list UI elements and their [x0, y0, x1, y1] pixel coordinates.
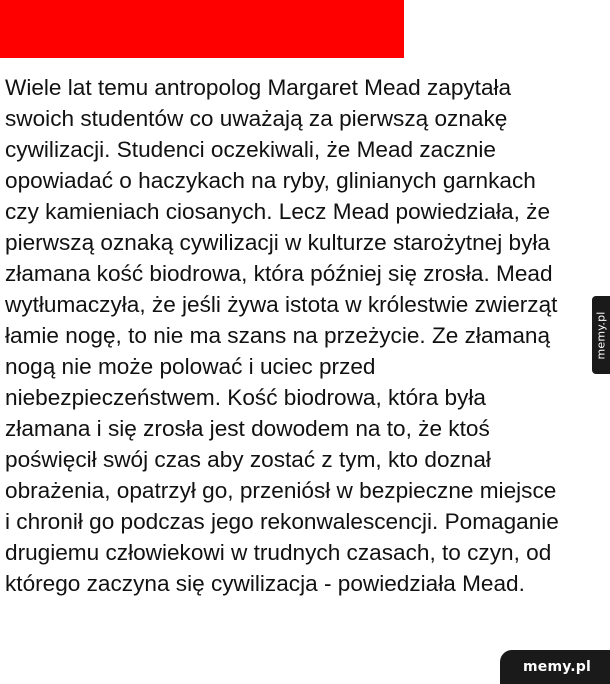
side-watermark-label: memy.pl — [594, 310, 608, 360]
text-line: Wiele lat temu antropolog Margaret Mead zapytała — [5, 75, 512, 100]
text-line: swoich studentów co uważają za pierwszą oznakę — [5, 106, 508, 131]
text-line: i chronił go podczas jego rekonwalescencji. Pomaganie — [5, 509, 559, 534]
text-line: wytłumaczyła, że jeśli żywa istota w królestwie zwierząt — [5, 292, 558, 317]
text-line: złamana i się zrosła jest dowodem na to, że ktoś — [5, 416, 490, 441]
text-line: obrażenia, opatrzył go, przeniósł w bezpieczne miejsce — [5, 478, 557, 503]
red-banner — [0, 0, 404, 58]
text-line: łamie nogę, to nie ma szans na przeżycie. Ze złamaną — [5, 323, 551, 348]
text-line: nogą nie może polować i uciec przed — [5, 354, 376, 379]
corner-watermark-label: memy.pl — [522, 659, 592, 675]
text-line: czy kamieniach ciosanych. Lecz Mead powiedziała, że — [5, 199, 551, 224]
text-line: drugiemu człowiekowi w trudnych czasach, to czyn, od — [5, 540, 552, 565]
text-line: którego zaczyna się cywilizacja - powiedziała Mead. — [5, 571, 525, 596]
corner-watermark-badge[interactable] — [500, 650, 610, 684]
side-watermark — [592, 296, 610, 374]
text-line: opowiadać o haczykach na ryby, glinianych garnkach — [5, 168, 536, 193]
text-line: pierwszą oznaką cywilizacji w kulturze starożytnej była — [5, 230, 550, 255]
text-line: niebezpieczeństwem. Kość biodrowa, która była — [5, 385, 486, 410]
meme-text — [5, 72, 605, 599]
text-line: cywilizacji. Studenci oczekiwali, że Mead zacznie — [5, 137, 496, 162]
text-line: złamana kość biodrowa, która później się zrosła. Mead — [5, 261, 553, 286]
text-line: poświęcił swój czas aby zostać z tym, kto doznał — [5, 447, 491, 472]
